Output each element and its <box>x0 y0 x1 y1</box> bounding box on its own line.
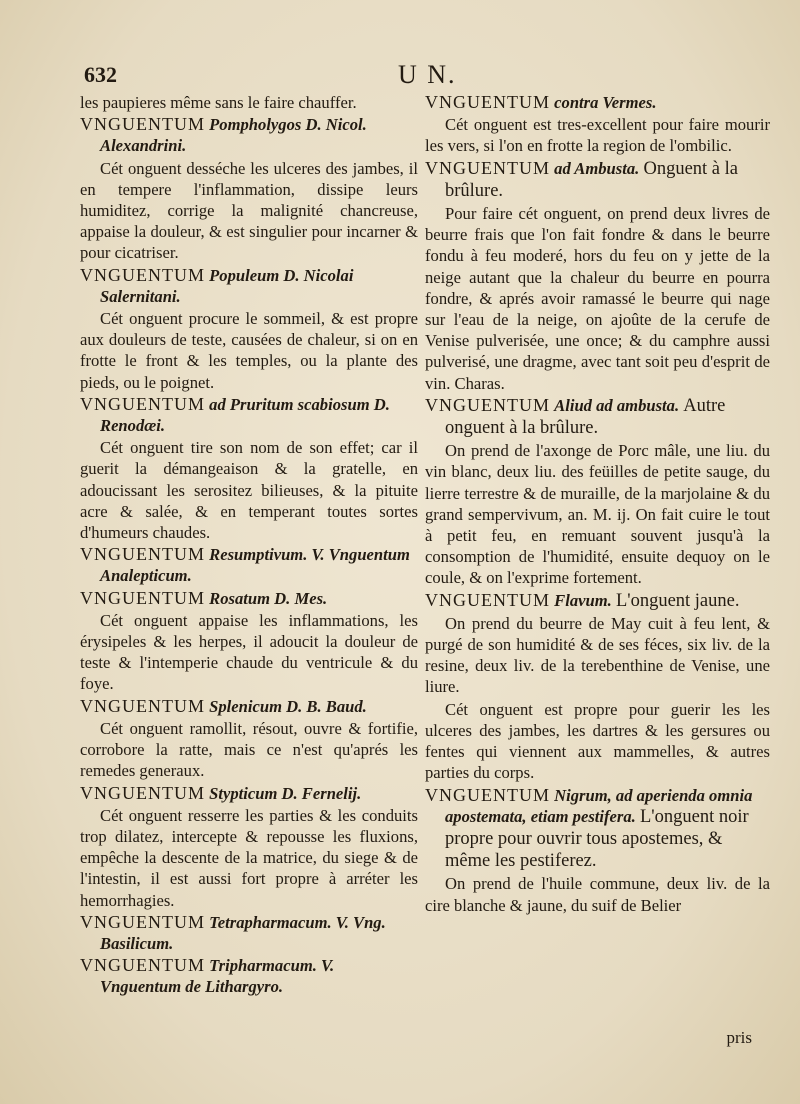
entry-title: contra Vermes. <box>554 93 657 112</box>
entry-text: Cét onguent resserre les parties & les conduits trop dilatez, intercepte & repousse les fluxions, empêche la descente de la matrice, du siege & de l'intestin, il est aussi fort propre à arréter les hemorrhagies. <box>80 805 418 910</box>
entry-text: Cét onguent est propre pour guerir les les ulceres des jambes, les dartres & les gersures ou fentes qui viennent aux mammelles, & autres parties du corps. <box>425 699 770 783</box>
entry-keyword: VNGUENTUM <box>425 394 550 415</box>
entry-title: Flavum. <box>554 590 612 610</box>
entry-text: Pour faire cét onguent, on prend deux livres de beurre frais que l'on fait fondre & dans le beurre fondu à feu moderé, hors du feu on y jette de la neige autant que la chaleur du beurre en pourra fondre, & aprés avoir ramassé le beurre qui nage sur l'eau de la neige, on ajoûte de la cerufe de Venise pulverisée, une once; & du camphre aussi pulverisé, une dragme, avec tant soit peu d'esprit de vin. Charas. <box>425 204 770 393</box>
entry-title: Populeum D. Nicolai Salernitani. <box>100 265 354 306</box>
entry-title: Resumptivum. V. Vnguentum Analepticum. <box>100 545 410 586</box>
page-header <box>80 62 740 92</box>
entry-heading <box>80 696 418 717</box>
catchword: pris <box>726 1028 752 1047</box>
entry-keyword: VNGUENTUM <box>80 264 205 285</box>
entry-heading <box>425 785 770 873</box>
entry-text: On prend du beurre de May cuit à feu lent, & purgé de son humidité & de ses féces, six liv. de la resine, deux liv. de la terebenthine de Venise, une liure. <box>425 613 770 697</box>
entry-heading <box>80 955 418 997</box>
entry-french-title: Onguent à la brûlure. <box>445 158 738 201</box>
entry-keyword: VNGUENTUM <box>80 393 205 414</box>
left-column <box>80 92 418 999</box>
entry-text: Cét onguent tire son nom de son effet; car il guerit la démangeaison & la gratelle, en adoucissant les serositez bilieuses, & la pituite acre & salée, & en temperant toutes sortes d'humeurs chaudes. <box>80 438 418 543</box>
entry-french-title: Autre onguent à la brûlure. <box>445 395 726 439</box>
entry-keyword: VNGUENTUM <box>80 544 205 565</box>
entry-keyword: VNGUENTUM <box>425 784 550 805</box>
entry-heading <box>80 783 418 804</box>
entry-text: Cét onguent desséche les ulceres des jambes, il en tempere l'inflammation, dissipe leurs humiditez, corrige la malignité chancreuse, appaise la douleur, & est singulier pour incarner & pour cicatriser. <box>80 158 418 263</box>
entry-title: Aliud ad ambusta. <box>554 395 680 415</box>
running-head: U N. <box>398 60 457 89</box>
entry-heading <box>80 912 418 954</box>
right-column <box>425 92 770 917</box>
entry-keyword: VNGUENTUM <box>80 114 205 135</box>
entry-heading <box>80 588 418 609</box>
entry-title: Tripharmacum. V. Vnguentum de Lithargyro. <box>100 956 335 997</box>
entry-title: Nigrum, ad aperienda omnia apostemata, etiam pestifera. <box>445 785 753 826</box>
entry-keyword: VNGUENTUM <box>80 695 205 716</box>
entry-heading <box>425 92 770 113</box>
entry-title: Rosatum D. Mes. <box>209 588 328 608</box>
entry-keyword: VNGUENTUM <box>80 782 205 803</box>
entry-heading <box>80 544 418 586</box>
entry-heading <box>80 394 418 436</box>
entry-keyword: VNGUENTUM <box>80 955 205 976</box>
entry-french-title: L'onguent noir propre pour ouvrir tous apostemes, & même les pestiferez. <box>445 806 749 872</box>
entry-text: les paupieres même sans le faire chauffer. <box>80 93 357 112</box>
entry-text: Cét onguent est tres-excellent pour faire mourir les vers, si l'on en frotte la region de l'ombilic. <box>425 115 770 156</box>
entry-keyword: VNGUENTUM <box>425 92 550 112</box>
entry-text: Cét onguent procure le sommeil, & est propre aux douleurs de teste, causées de chaleur, si on en frotte le front & les temples, ou la plante des pieds, ou le poignet. <box>80 309 418 392</box>
entry-heading <box>425 395 770 439</box>
entry-title: ad Ambusta. <box>554 158 640 178</box>
entry-heading <box>80 265 418 307</box>
entry-heading <box>425 590 770 612</box>
entry-text: Cét onguent appaise les inflammations, les érysipeles & les herpes, il adoucit la douleur de teste & l'intemperie chaude du ventricule & du foye. <box>80 610 418 694</box>
entry-keyword: VNGUENTUM <box>425 589 550 610</box>
entry-text: On prend de l'axonge de Porc mâle, une liu. du vin blanc, deux liu. des feüilles de petite sauge, du lierre terrestre & de muraille, de la marjolaine & du grand sempervivum, an. M. ij. On fait cuire le tout à petit feu, en remuant souvent jusqu'à la consomption de l'humidité, ensuite dequoy on le coule, & on l'exprime fortement. <box>425 441 770 588</box>
entry-text: On prend de l'huile commune, deux liv. de la cire blanche & jaune, du suif de Belier <box>425 874 770 915</box>
page-number: 632 <box>84 62 117 87</box>
entry-heading <box>425 158 770 202</box>
entry-keyword: VNGUENTUM <box>80 911 205 932</box>
entry-heading <box>80 114 418 156</box>
entry-title: Tetrapharmacum. V. Vng. Basilicum. <box>100 912 386 953</box>
entry-french-title: L'onguent jaune. <box>615 590 740 611</box>
entry-title: Stypticum D. Fernelij. <box>209 783 362 803</box>
entry-title: ad Pruritum scabiosum D. Renodæi. <box>100 394 390 436</box>
entry-keyword: VNGUENTUM <box>80 587 205 608</box>
entry-keyword: VNGUENTUM <box>425 157 550 178</box>
entry-title: Pompholygos D. Nicol. Alexandrini. <box>100 115 367 156</box>
entry-title: Splenicum D. B. Baud. <box>209 696 367 716</box>
entry-text: Cét onguent ramollit, résout, ouvre & fortifie, corrobore la ratte, mais ce n'est qu'aprés les remedes generaux. <box>80 718 418 781</box>
